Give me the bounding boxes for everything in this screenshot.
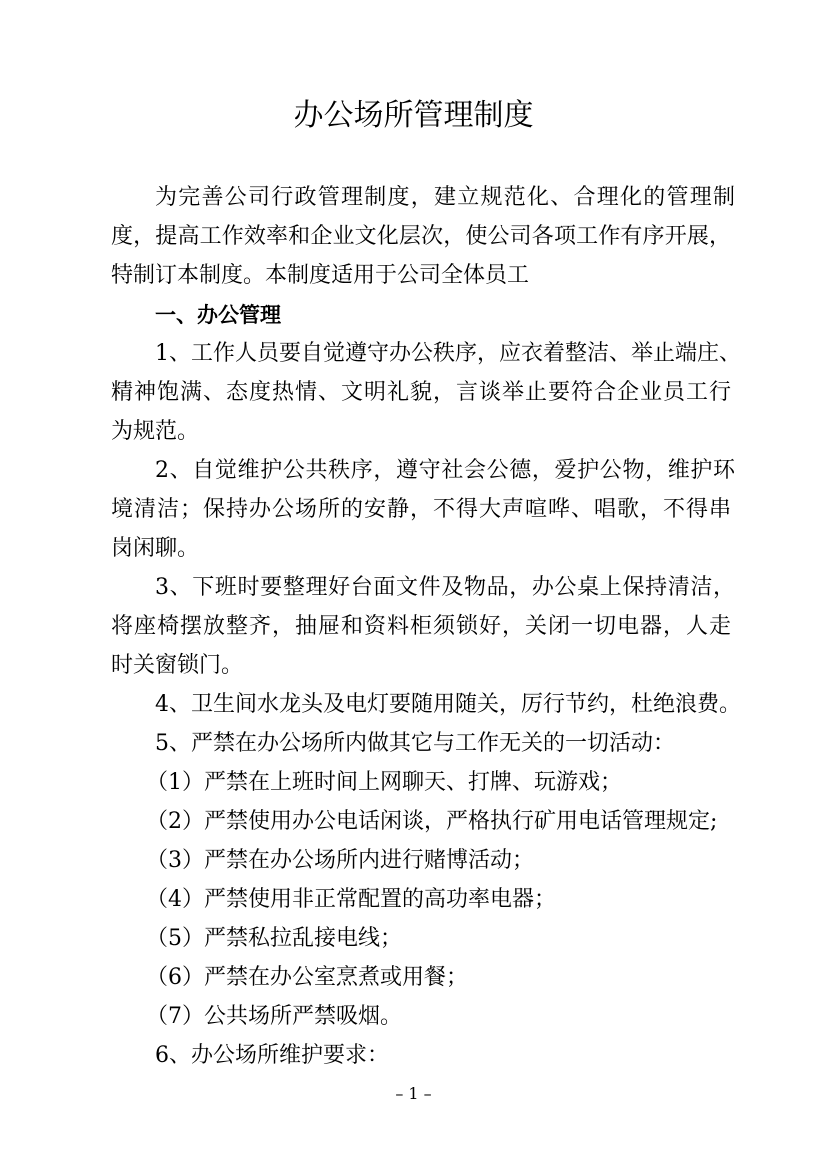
list-item: （5）严禁私拉乱接电线； xyxy=(146,926,402,951)
paragraph-line: 时关窗锁门。 xyxy=(111,653,244,678)
paragraph-line: 将座椅摆放整齐，抽屉和资料柜须锁好，关闭一切电器，人走 xyxy=(111,614,731,639)
list-item: （2）严禁使用办公电话闲谈，严格执行矿用电话管理规定; xyxy=(146,809,718,834)
paragraph-line: 境清洁；保持办公场所的安静，不得大声喧哗、唱歌，不得串 xyxy=(111,497,731,522)
paragraph-line: 为完善公司行政管理制度，建立规范化、合理化的管理制 xyxy=(155,185,735,210)
section-heading: 一、办公管理 xyxy=(155,303,281,327)
rule-item-4: 4、卫生间水龙头及电灯要随用随关，厉行节约，杜绝浪费。 xyxy=(155,692,741,717)
paragraph-line: 为规范。 xyxy=(111,419,200,444)
paragraph-line: 1、工作人员要自觉遵守办公秩序，应衣着整洁、举止端庄、 xyxy=(155,341,741,366)
paragraph-line: 特制订本制度。本制度适用于公司全体员工 xyxy=(111,263,530,288)
page-number: – 1 – xyxy=(395,1084,432,1103)
list-item: （6）严禁在办公室烹煮或用餐； xyxy=(146,965,468,990)
paragraph-line: 岗闲聊。 xyxy=(111,536,200,561)
paragraph-line: 度，提高工作效率和企业文化层次，使公司各项工作有序开展， xyxy=(111,224,731,249)
list-item: （3）严禁在办公场所内进行赌博活动； xyxy=(146,848,534,873)
page-title: 办公场所管理制度 xyxy=(293,98,534,133)
paragraph-line: 精神饱满、态度热情、文明礼貌，言谈举止要符合企业员工行 xyxy=(111,380,731,405)
paragraph-line: 2、自觉维护公共秩序，遵守社会公德，爱护公物，维护环 xyxy=(155,458,735,483)
list-item: （7）公共场所严禁吸烟。 xyxy=(146,1004,402,1029)
list-item: （1）严禁在上班时间上网聊天、打牌、玩游戏； xyxy=(146,770,622,795)
rule-item-6: 6、办公场所维护要求： xyxy=(155,1043,389,1068)
list-item: （4）严禁使用非正常配置的高功率电器； xyxy=(146,887,556,912)
rule-item-5: 5、严禁在办公场所内做其它与工作无关的一切活动： xyxy=(155,731,675,756)
paragraph-line: 3、下班时要整理好台面文件及物品，办公桌上保持清洁， xyxy=(155,575,735,600)
